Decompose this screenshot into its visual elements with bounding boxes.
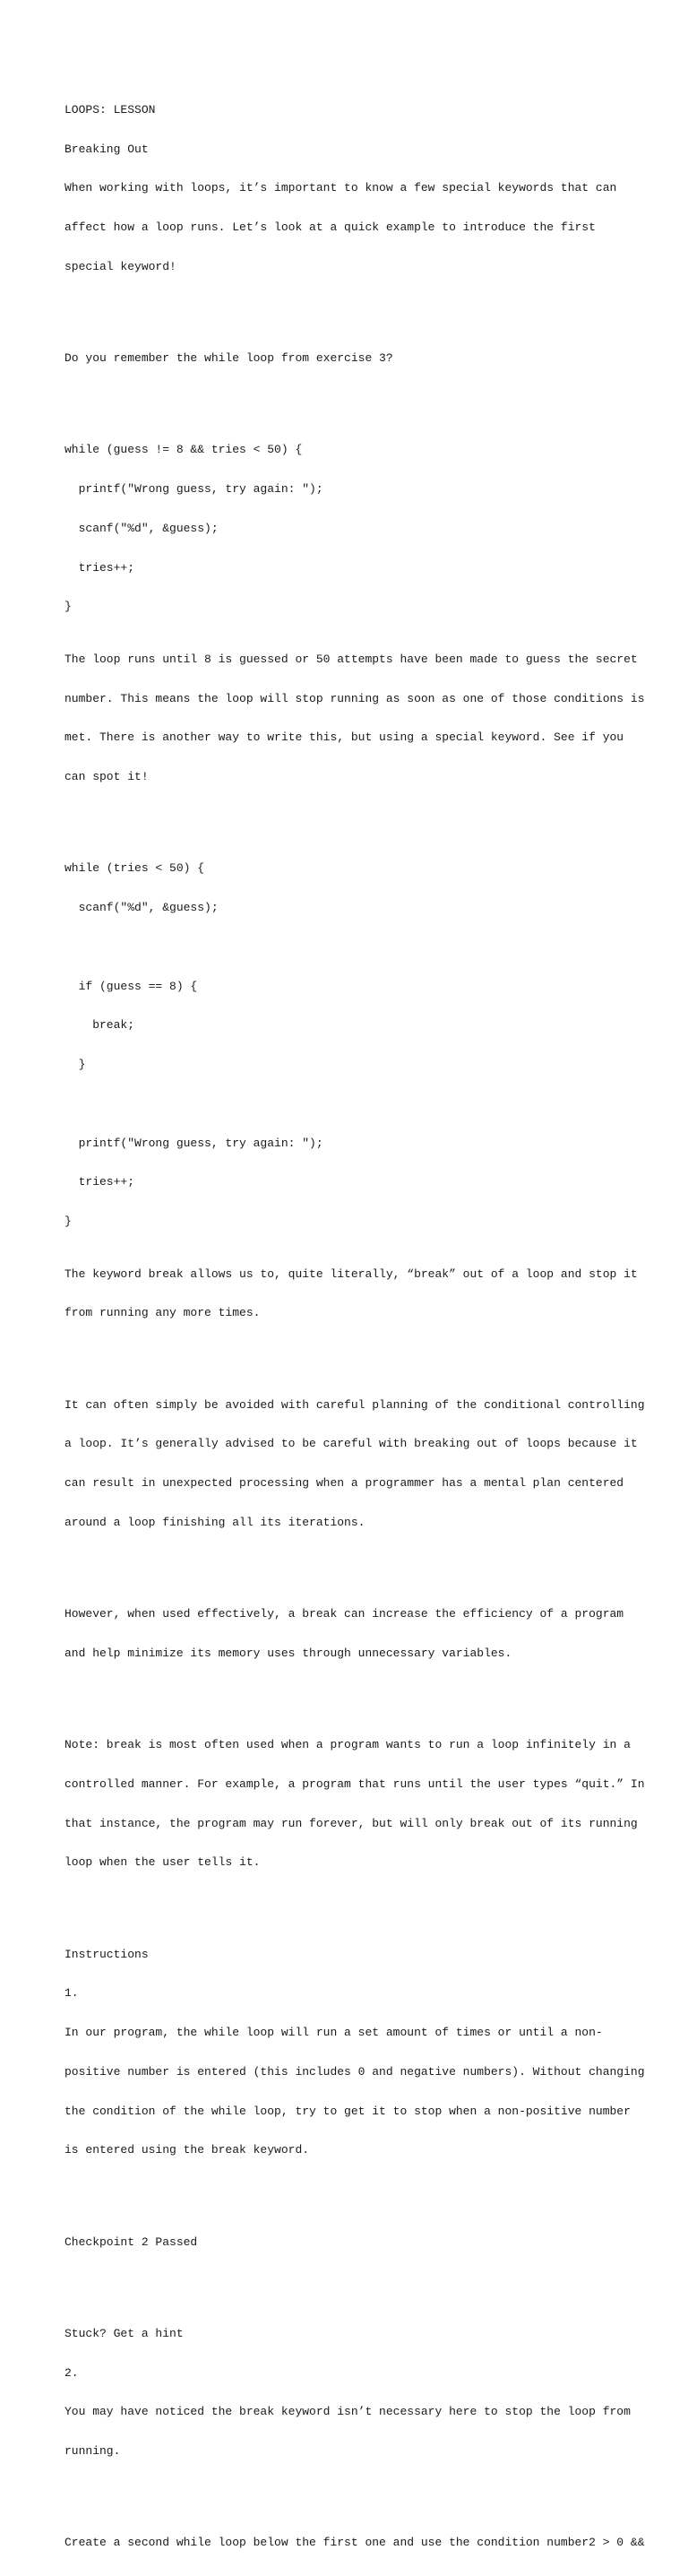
note-line: Note: break is most often used when a program wants to run a loop infinitely in a: [64, 1738, 631, 1751]
explain-line: The keyword break allows us to, quite literally, “break” out of a loop and stop it: [64, 1266, 638, 1281]
step-text: is entered using the break keyword.: [64, 2143, 310, 2157]
explain-line: However, when used effectively, a break can increase the efficiency of a program: [64, 1607, 624, 1621]
code-line: tries++;: [64, 560, 135, 575]
instructions-heading: Instructions: [64, 1947, 149, 1961]
intro-line: When working with loops, it’s important to know a few special keywords that can: [64, 181, 617, 195]
explain-line: a loop. It’s generally advised to be careful with breaking out of loops because it: [64, 1437, 638, 1451]
code-line: scanf("%d", &guess);: [64, 901, 219, 914]
lesson-subtitle: Breaking Out: [64, 142, 149, 156]
step-text: Create a second while loop below the first one and use the condition number2 > 0 &&: [64, 2536, 645, 2550]
code-line: while (tries < 50) {: [64, 861, 205, 876]
code-line: }: [64, 1058, 86, 1072]
step-text: running.: [64, 2444, 121, 2459]
explain-line: and help minimize its memory uses through unnecessary variables.: [64, 1646, 512, 1660]
explain-line: number. This means the loop will stop running as soon as one of those conditions is: [64, 691, 645, 705]
explain-line: It can often simply be avoided with careful planning of the conditional controlling: [64, 1397, 645, 1412]
code-line: printf("Wrong guess, try again: ");: [64, 482, 323, 496]
code-line: break;: [64, 1018, 135, 1033]
explain-line: The loop runs until 8 is guessed or 50 attempts have been made to guess the secret: [64, 652, 638, 666]
lesson-title: LOOPS: LESSON: [64, 102, 156, 117]
code-line: printf("Wrong guess, try again: ");: [64, 1136, 323, 1150]
note-line: loop when the user tells it.: [64, 1855, 261, 1870]
note-line: that instance, the program may run forever, but will only break out of its running: [64, 1816, 638, 1830]
step-text: In our program, the while loop will run a set amount of times or until a non-: [64, 2026, 603, 2040]
code-line: }: [64, 1215, 72, 1229]
code-line: if (guess == 8) {: [64, 979, 198, 993]
remember-text: Do you remember the while loop from exercise 3?: [64, 351, 393, 366]
code-line: scanf("%d", &guess);: [64, 521, 219, 535]
explain-line: can spot it!: [64, 770, 149, 784]
note-line: controlled manner. For example, a program that runs until the user types “quit.” In: [64, 1776, 645, 1791]
lesson-document: [64, 65, 645, 2576]
hint-link[interactable]: Stuck? Get a hint: [64, 2326, 184, 2340]
explain-line: around a loop finishing all its iterations.: [64, 1515, 366, 1529]
code-line: tries++;: [64, 1175, 135, 1189]
step-text: You may have noticed the break keyword isn’t necessary here to stop the loop from: [64, 2405, 631, 2419]
step-number: 1.: [64, 1986, 79, 2001]
intro-line: affect how a loop runs. Let’s look at a quick example to introduce the first: [64, 220, 596, 235]
checkpoint-status: Checkpoint 2 Passed: [64, 2235, 198, 2249]
code-line: }: [64, 600, 72, 614]
step-number: 2.: [64, 2365, 79, 2380]
explain-line: met. There is another way to write this, but using a special keyword. See if you: [64, 730, 624, 745]
step-text: the condition of the while loop, try to get it to stop when a non-positive number: [64, 2104, 631, 2118]
code-line: while (guess != 8 && tries < 50) {: [64, 443, 303, 457]
explain-line: from running any more times.: [64, 1306, 261, 1320]
explain-line: can result in unexpected processing when a programmer has a mental plan centered: [64, 1476, 624, 1491]
intro-line: special keyword!: [64, 259, 176, 273]
step-text: positive number is entered (this includes 0 and negative numbers). Without changing: [64, 2064, 645, 2079]
